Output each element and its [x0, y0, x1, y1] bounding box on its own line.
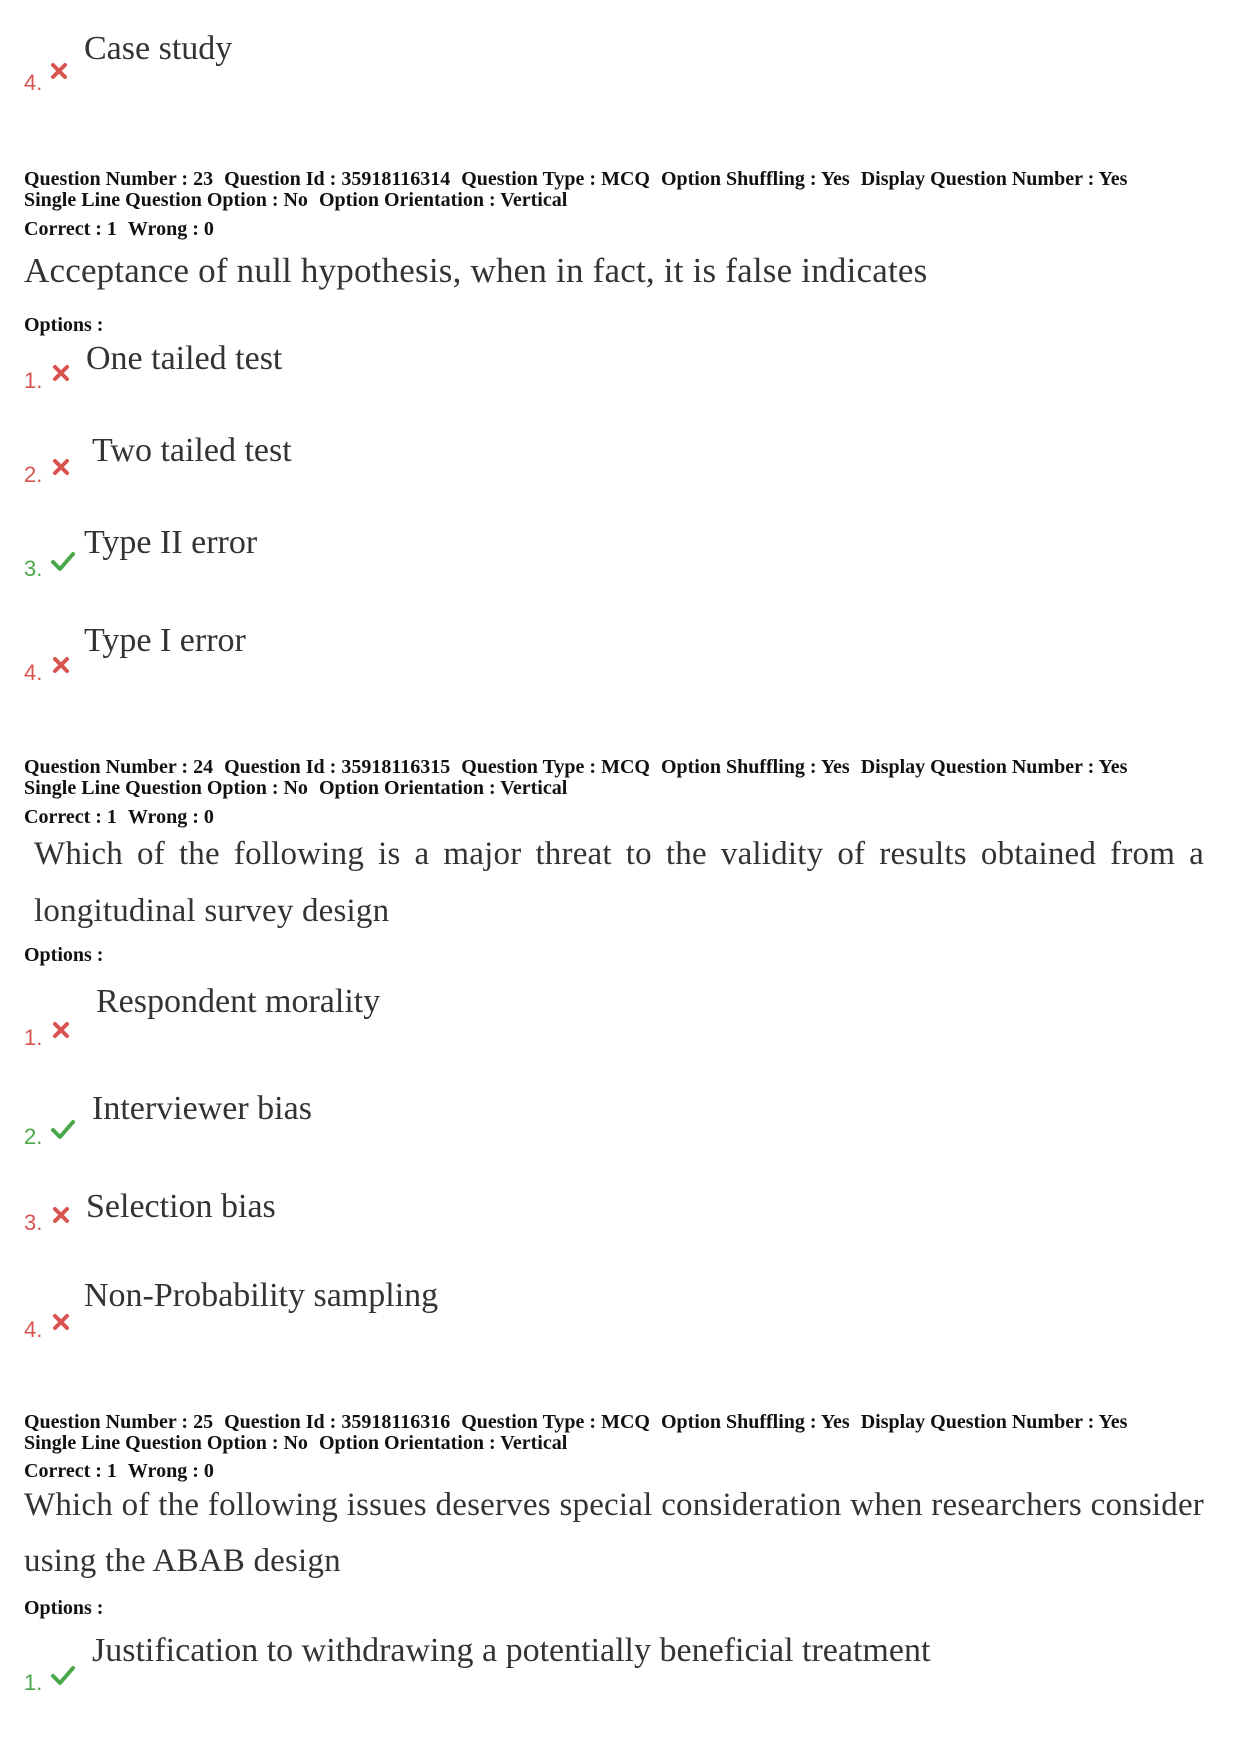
question-meta-line2	[24, 777, 578, 799]
check-icon	[50, 1118, 76, 1140]
check-icon	[50, 1664, 76, 1686]
options-label: Options :	[24, 1597, 104, 1619]
cross-icon	[50, 1019, 72, 1041]
question-text: Acceptance of null hypothesis, when in fact, it is false indicates	[24, 251, 928, 290]
check-icon	[50, 550, 76, 572]
cross-icon	[50, 362, 72, 384]
question-id: Question Id : 35918116314	[224, 168, 451, 190]
question-id: Question Id : 35918116316	[224, 1411, 451, 1433]
option-number: 1.	[24, 368, 43, 393]
question-type: Question Type : MCQ	[461, 168, 650, 190]
correct-score: Correct : 1	[24, 806, 117, 828]
wrong-score: Wrong : 0	[127, 806, 214, 828]
option-text: Selection bias	[86, 1188, 276, 1225]
options-label: Options :	[24, 944, 104, 966]
question-text: Which of the following is a major threat to the validity of results obtained from a longitudinal survey design	[34, 836, 1204, 929]
option-number: 1.	[24, 1670, 43, 1695]
option-text: Non-Probability sampling	[84, 1277, 439, 1314]
display-question-number: Display Question Number : Yes	[860, 756, 1128, 778]
option-text: Interviewer bias	[92, 1090, 312, 1127]
cross-icon	[50, 1204, 72, 1226]
question-number: Question Number : 23	[24, 168, 214, 190]
cross-icon	[50, 654, 72, 676]
question-meta-line1	[24, 756, 1138, 778]
option-text: Two tailed test	[92, 432, 292, 469]
option-number: 2.	[24, 1124, 43, 1149]
question-meta-line2	[24, 1432, 578, 1454]
question-score	[24, 218, 225, 240]
option-number: 2.	[24, 462, 43, 487]
option-number: 4.	[24, 660, 43, 685]
option-shuffling: Option Shuffling : Yes	[660, 168, 850, 190]
single-line-option: Single Line Question Option : No	[24, 777, 308, 799]
question-text: Which of the following issues deserves special consideration when researchers consider using the ABAB design	[24, 1487, 1204, 1579]
options-label: Options :	[24, 314, 104, 336]
option-shuffling: Option Shuffling : Yes	[660, 1411, 850, 1433]
option-number: 3.	[24, 1210, 43, 1235]
question-number: Question Number : 25	[24, 1411, 214, 1433]
option-number: 1.	[24, 1025, 43, 1050]
question-meta-line1	[24, 1411, 1138, 1433]
option-text: Type I error	[84, 622, 246, 659]
option-shuffling: Option Shuffling : Yes	[660, 756, 850, 778]
option-text: Case study	[84, 30, 233, 67]
option-text: Type II error	[84, 524, 258, 561]
option-text: Justification to withdrawing a potentially beneficial treatment	[92, 1632, 931, 1669]
display-question-number: Display Question Number : Yes	[860, 168, 1128, 190]
correct-score: Correct : 1	[24, 1460, 117, 1482]
correct-score: Correct : 1	[24, 218, 117, 240]
wrong-score: Wrong : 0	[127, 218, 214, 240]
option-number: 3.	[24, 556, 43, 581]
display-question-number: Display Question Number : Yes	[860, 1411, 1128, 1433]
question-number: Question Number : 24	[24, 756, 214, 778]
question-score	[24, 806, 225, 828]
option-number: 4.	[24, 1317, 43, 1342]
option-orientation: Option Orientation : Vertical	[318, 1432, 568, 1454]
option-text: One tailed test	[86, 340, 283, 377]
option-text: Respondent morality	[96, 983, 381, 1020]
cross-icon	[48, 60, 70, 82]
cross-icon	[50, 456, 72, 478]
wrong-score: Wrong : 0	[127, 1460, 214, 1482]
option-orientation: Option Orientation : Vertical	[318, 189, 568, 211]
question-id: Question Id : 35918116315	[224, 756, 451, 778]
single-line-option: Single Line Question Option : No	[24, 1432, 308, 1454]
cross-icon	[50, 1311, 72, 1333]
question-meta-line1	[24, 168, 1138, 190]
single-line-option: Single Line Question Option : No	[24, 189, 308, 211]
question-meta-line2	[24, 189, 578, 211]
option-number: 4.	[24, 70, 43, 95]
question-type: Question Type : MCQ	[461, 756, 650, 778]
question-type: Question Type : MCQ	[461, 1411, 650, 1433]
option-orientation: Option Orientation : Vertical	[318, 777, 568, 799]
